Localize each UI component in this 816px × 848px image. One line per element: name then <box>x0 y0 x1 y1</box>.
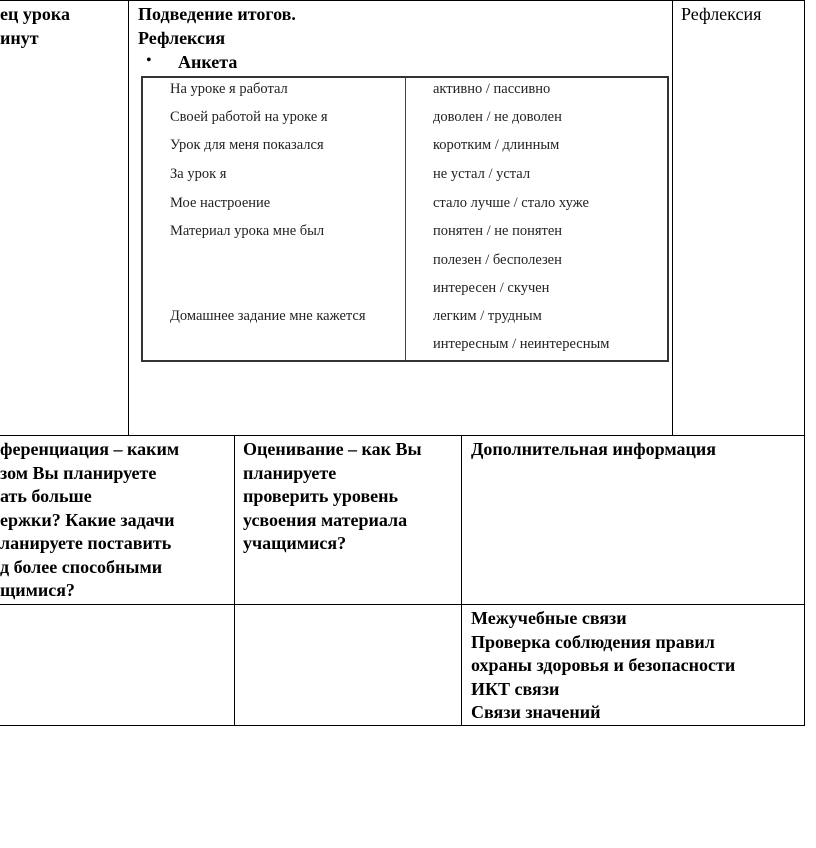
differentiation-line: щимися? <box>0 580 75 600</box>
resources-cell-text: Рефлексия <box>681 4 762 24</box>
links-line: Проверка соблюдения правил <box>471 631 715 652</box>
lesson-stage-heading <box>138 3 296 50</box>
survey-answer: не устал / устал <box>433 166 531 182</box>
links-line: Связи значений <box>471 702 601 722</box>
survey-answer: коротким / длинным <box>433 137 560 153</box>
differentiation-line: ференциация – каким <box>0 439 180 459</box>
survey-prompt: Материал урока мне был <box>170 223 325 239</box>
table-right-border <box>804 0 805 726</box>
survey-prompt: Мое настроение <box>170 195 271 211</box>
survey-answer: интересен / скучен <box>433 280 550 296</box>
assessment-header <box>243 438 422 556</box>
stage-label-line-2: инут <box>0 27 39 48</box>
survey-prompt: За урок я <box>170 166 227 182</box>
row-divider-2 <box>0 604 805 605</box>
survey-prompt: Домашнее задание мне кажется <box>170 308 366 324</box>
differentiation-line: ержки? Какие задачи <box>0 509 175 530</box>
additional-info-header <box>471 438 716 462</box>
differentiation-header <box>0 438 179 603</box>
table-top-border <box>0 0 805 1</box>
links-line: ИКТ связи <box>471 678 560 699</box>
col-divider-top-2 <box>672 0 673 435</box>
col-divider-top-1 <box>128 0 129 435</box>
row-divider-1 <box>0 435 805 436</box>
differentiation-line: д более способными <box>0 556 163 577</box>
stage-label-cell <box>0 3 70 50</box>
stage-label-line-1: ец урока <box>0 4 70 24</box>
survey-answer: полезен / бесполезен <box>433 252 562 268</box>
survey-answer: легким / трудным <box>433 308 542 324</box>
survey-title: Анкета <box>178 52 238 72</box>
col-divider-bottom-2 <box>461 435 462 725</box>
col-divider-bottom-1 <box>234 435 235 725</box>
survey-prompt: Урок для меня показался <box>170 137 324 153</box>
table-bottom-border <box>0 725 805 726</box>
survey-answer: активно / пассивно <box>433 81 551 97</box>
survey-column-divider <box>405 78 406 360</box>
assessment-line: усвоения материала <box>243 509 408 530</box>
links-line: Межучебные связи <box>471 608 627 628</box>
survey-answer: доволен / не доволен <box>433 109 562 125</box>
bullet-icon: • <box>146 52 152 69</box>
heading-line-1: Подведение итогов. <box>138 4 296 24</box>
heading-line-2: Рефлексия <box>138 27 226 48</box>
survey-table <box>141 76 669 362</box>
survey-answer: стало лучше / стало хуже <box>433 195 589 211</box>
cross-curricular-links <box>471 607 735 725</box>
differentiation-line: зом Вы планируете <box>0 462 157 483</box>
assessment-line: планируете <box>243 462 337 483</box>
differentiation-line: ланируете поставить <box>0 533 172 553</box>
survey-answer: интересным / неинтересным <box>433 336 610 352</box>
survey-prompt: Своей работой на уроке я <box>170 109 328 125</box>
additional-info-line: Дополнительная информация <box>471 439 716 459</box>
survey-prompt: На уроке я работал <box>170 81 288 97</box>
differentiation-line: ать больше <box>0 486 92 506</box>
survey-answer: понятен / не понятен <box>433 223 563 239</box>
links-line: охраны здоровья и безопасности <box>471 655 736 675</box>
assessment-line: проверить уровень <box>243 486 399 506</box>
assessment-line: Оценивание – как Вы <box>243 439 422 459</box>
assessment-line: учащимися? <box>243 533 347 553</box>
